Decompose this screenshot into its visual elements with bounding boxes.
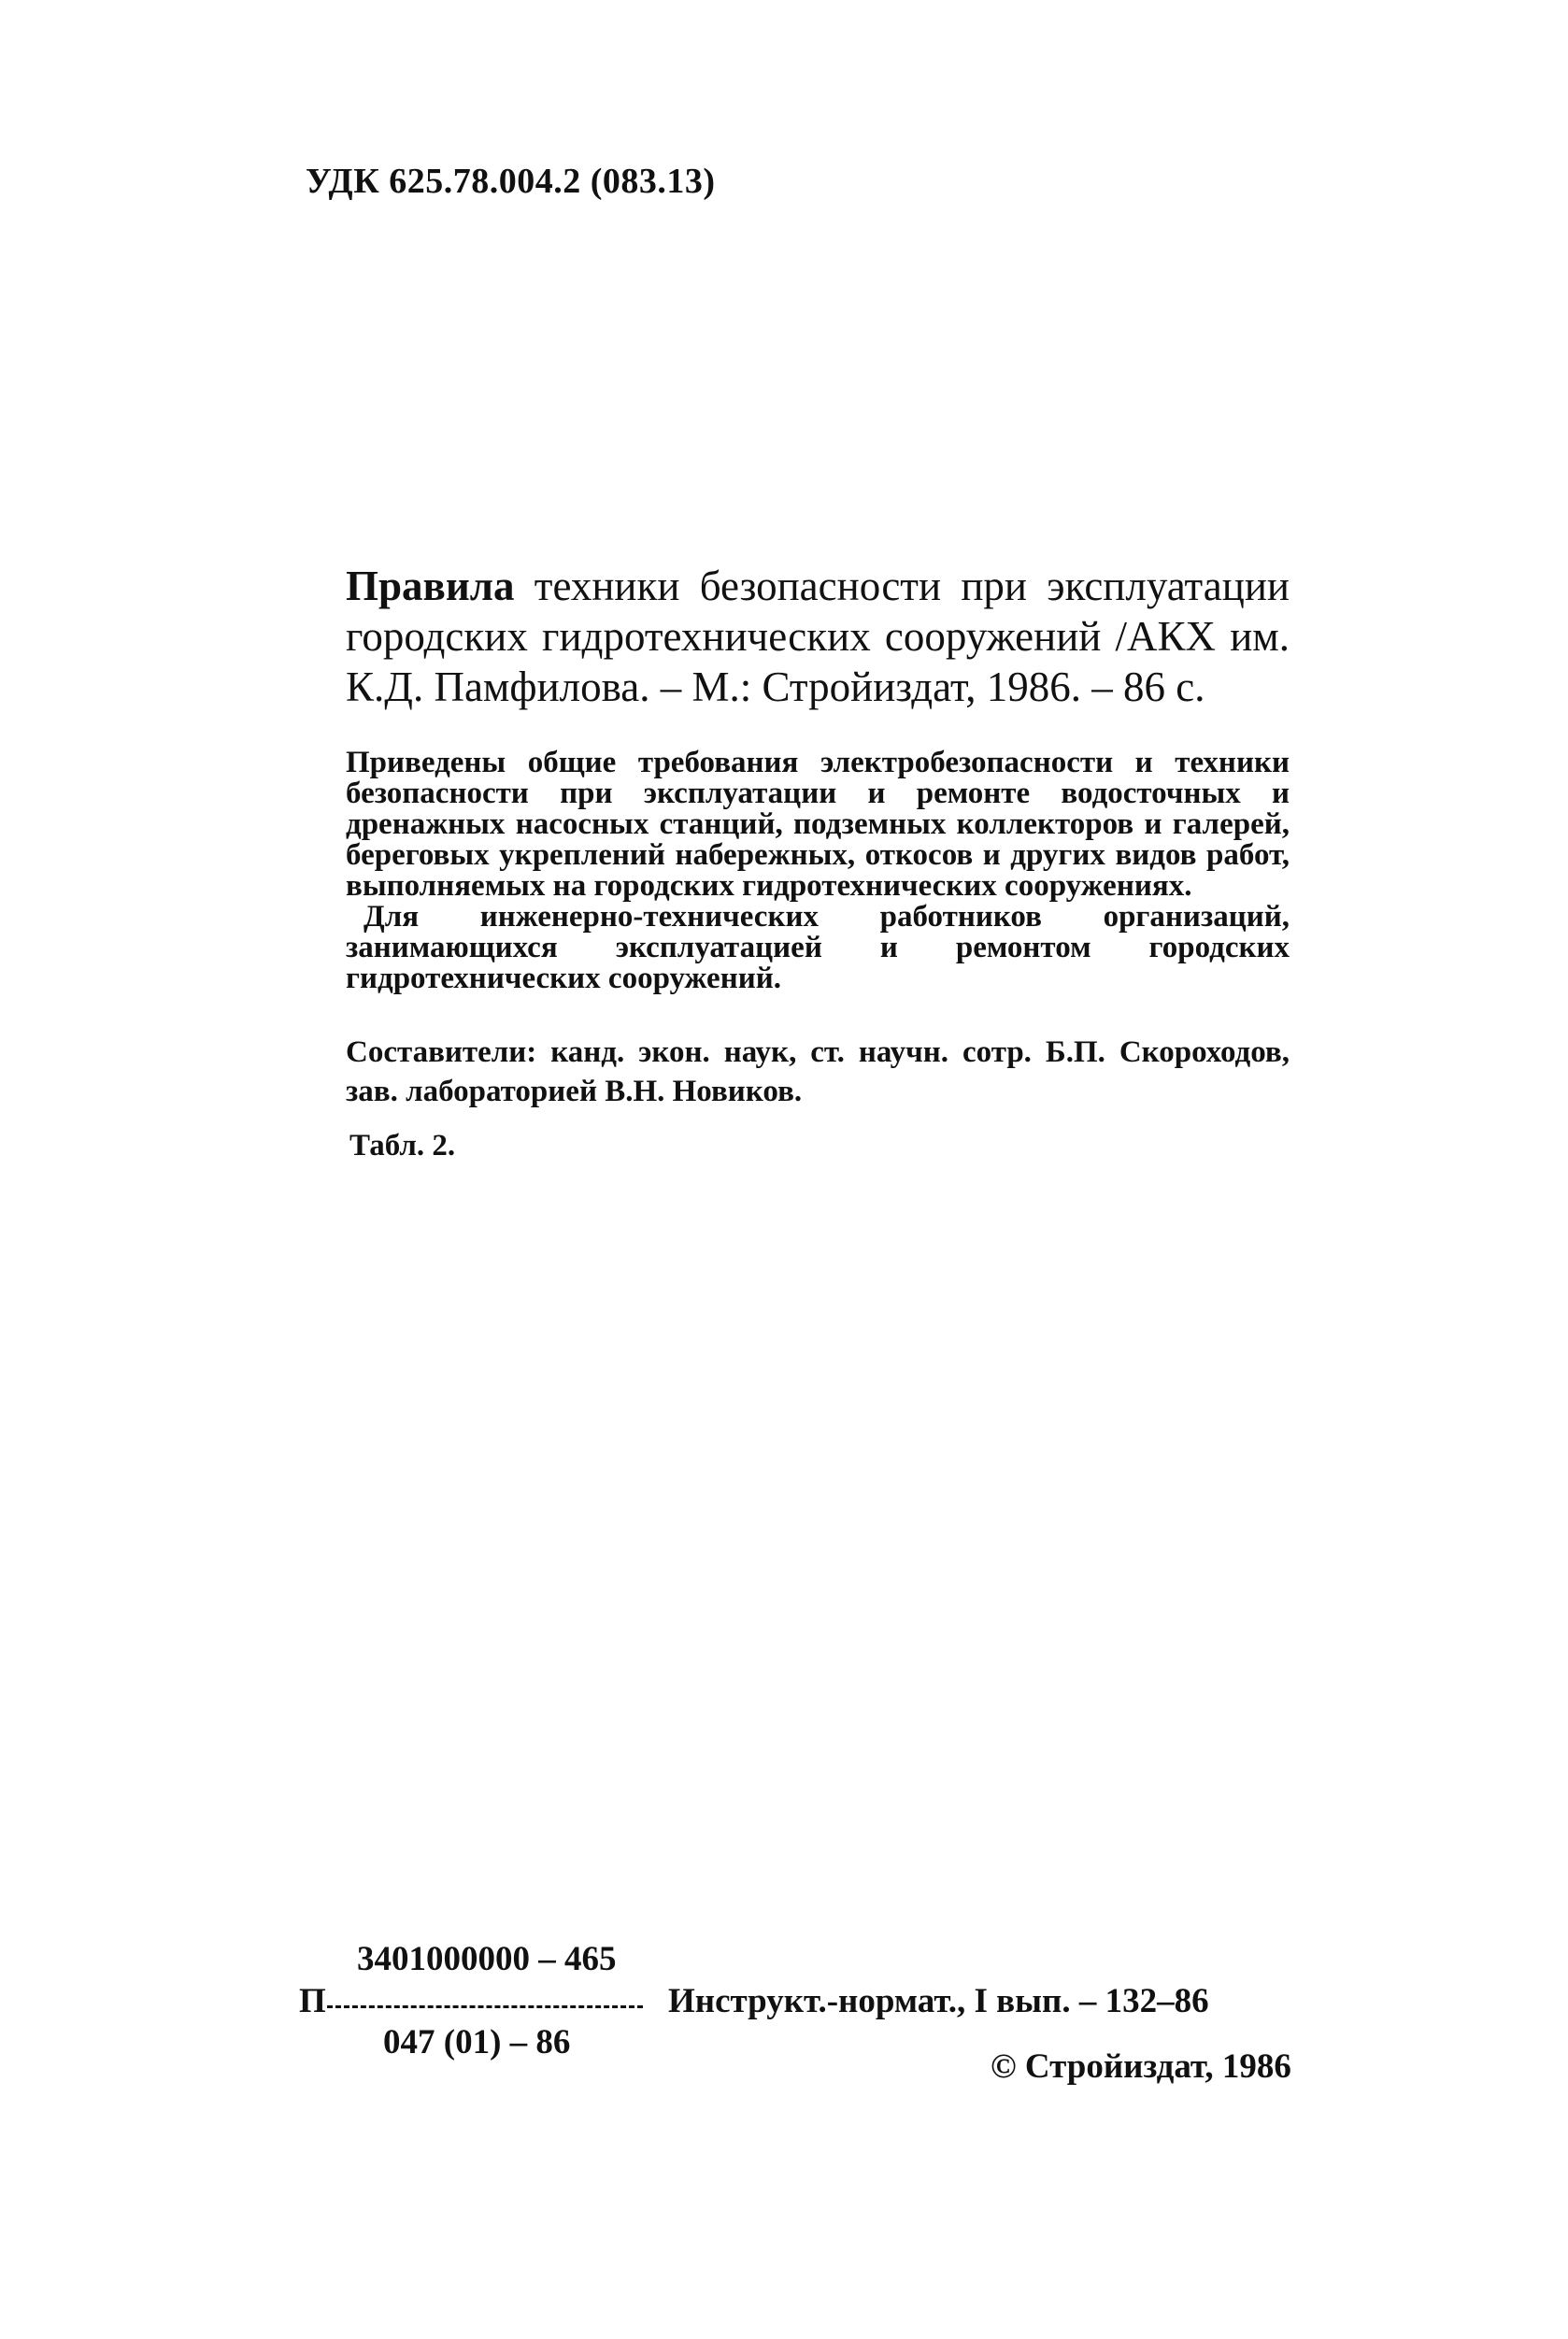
imprint-code-denominator: 047 (01) – 86 xyxy=(383,2023,571,2061)
instruction-info: Инструкт.-нормат., I вып. – 132–86 xyxy=(668,1982,1209,2020)
biblio-title-lead: Правила xyxy=(346,563,515,609)
imprint-code-prefix: П xyxy=(299,1982,326,2020)
annotation-audience: Для инженерно-технических работников организаций, занимающихся эксплуатацией и ремонтом городских гидротехнических сооружений. xyxy=(346,900,1290,995)
udk-code: УДК 625.78.004.2 (083.13) xyxy=(306,162,716,201)
copyright: © Стройиздат, 1986 xyxy=(991,2047,1291,2086)
authors-line: Составители: канд. экон. наук, ст. научн. сотр. Б.П. Скороходов, зав. лабораторией В.Н. Новиков. xyxy=(346,1035,1290,1108)
bibliographic-record xyxy=(346,561,1290,712)
annotation xyxy=(346,748,1290,994)
imprint-code-divider xyxy=(327,2005,643,2008)
imprint-code-numerator: 3401000000 – 465 xyxy=(357,1940,617,1978)
annotation-paragraph: Приведены общие требования электробезопасности и техники безопасности при эксплуатации и ремонте водосточных и дренажных насосных станций, подземных коллекторов и галерей, береговых укреплений набережных, откосов и других видов работ, выполняемых на городских гидротехнических сооружениях. xyxy=(346,746,1290,903)
tables-count: Табл. 2. xyxy=(349,1129,456,1162)
biblio-text: техники безопасности при эксплуатации городских гидротехнических сооружений /АКХ им. К.Д. Памфилова. – М.: Стройиздат, 1986. – 86 с. xyxy=(346,563,1290,710)
